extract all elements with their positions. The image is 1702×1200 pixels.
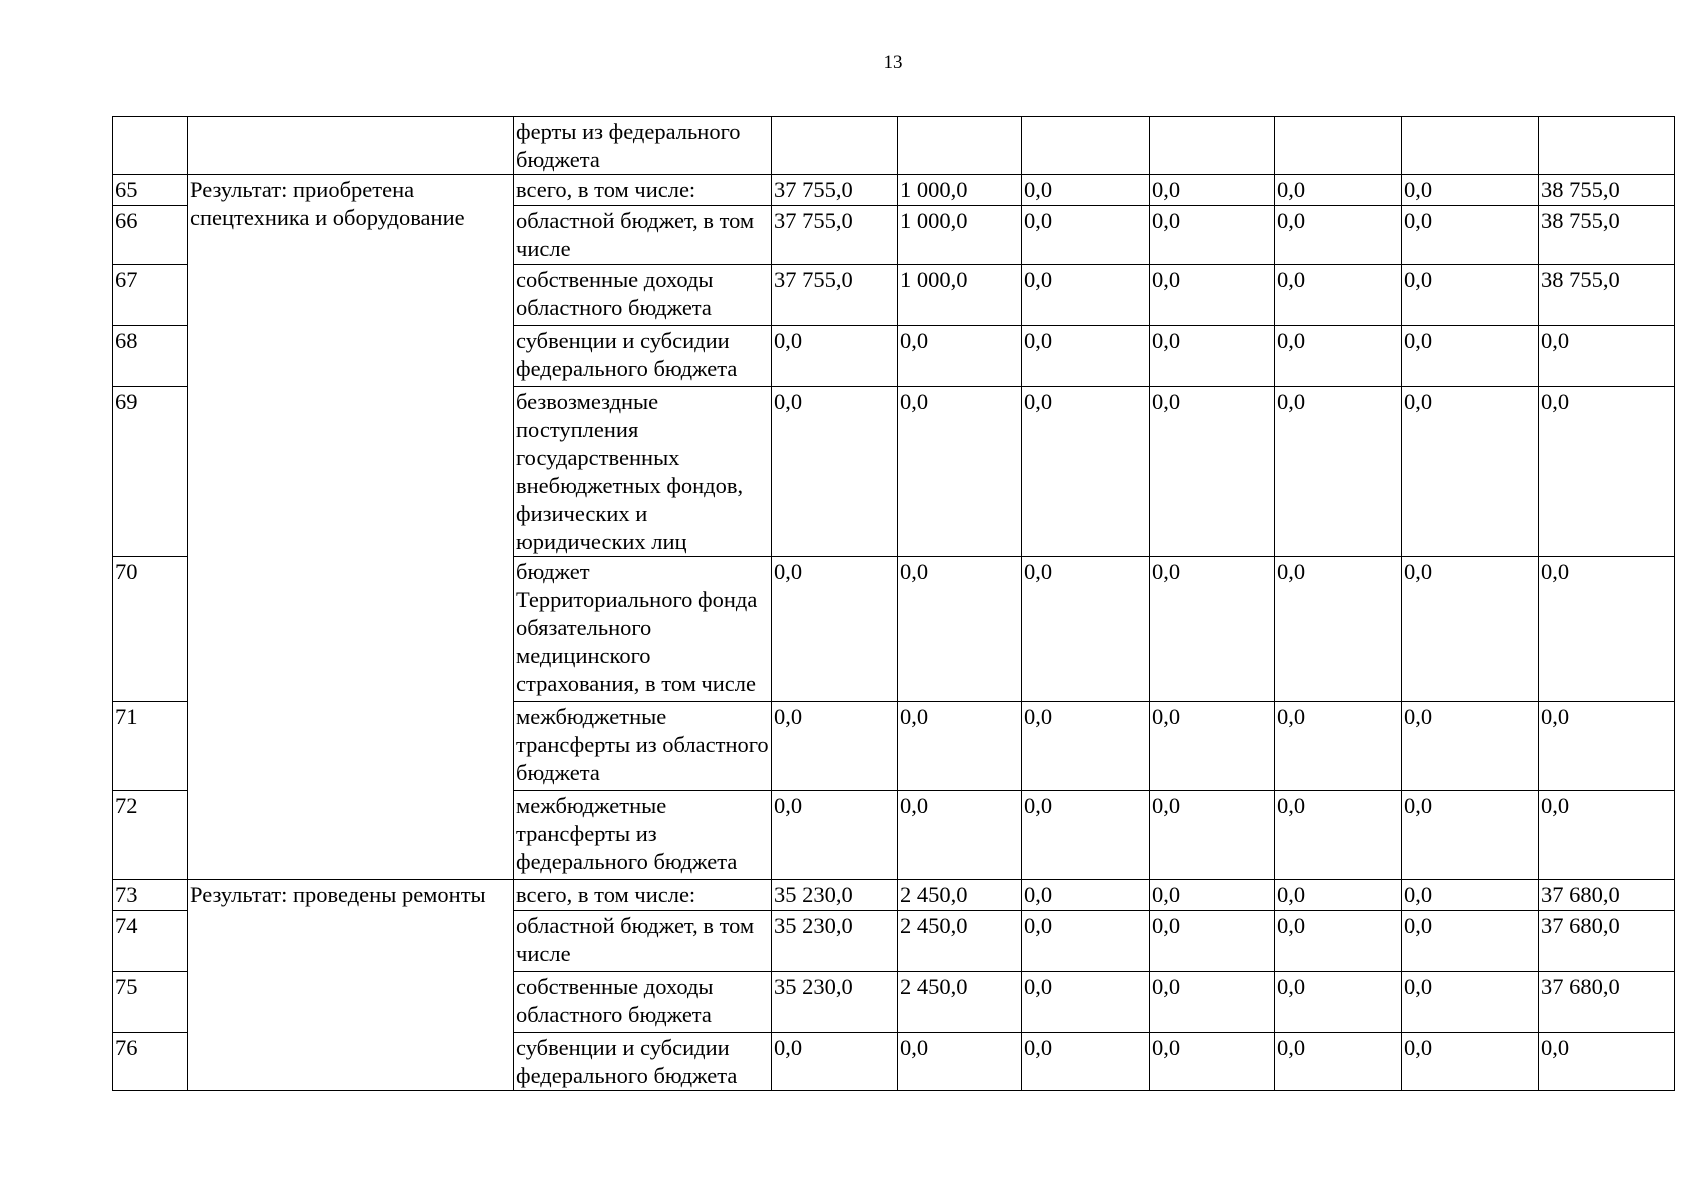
value-cell: 0,0 [1150,911,1275,972]
value-cell: 0,0 [1022,791,1150,880]
value-cell: 0,0 [772,326,898,387]
value-cell: 1 000,0 [898,265,1022,326]
row-number-cell: 74 [113,911,188,972]
table-row [113,175,1675,206]
value-cell: 0,0 [1402,387,1539,557]
value-cell: 0,0 [1275,557,1402,702]
value-cell: 38 755,0 [1539,265,1675,326]
value-cell: 0,0 [1402,557,1539,702]
value-cell: 37 680,0 [1539,972,1675,1033]
value-cell: 0,0 [1022,326,1150,387]
value-cell: 0,0 [898,702,1022,791]
value-cell: 38 755,0 [1539,175,1675,206]
value-cell [1022,117,1150,175]
page-number: 13 [883,52,903,73]
value-cell: 2 450,0 [898,972,1022,1033]
value-cell: 0,0 [1402,972,1539,1033]
value-cell: 0,0 [1022,175,1150,206]
value-cell: 0,0 [1275,387,1402,557]
table-row [113,880,1675,911]
funding-source-cell: ферты из федерального бюджета [514,117,772,175]
value-cell [898,117,1022,175]
value-cell: 0,0 [1022,387,1150,557]
value-cell: 0,0 [1402,265,1539,326]
value-cell: 0,0 [1022,557,1150,702]
value-cell: 0,0 [1275,206,1402,265]
row-number-cell: 72 [113,791,188,880]
value-cell: 0,0 [1150,791,1275,880]
value-cell: 0,0 [1402,791,1539,880]
funding-source-cell: областной бюджет, в том числе [514,911,772,972]
result-cell: Результат: приобретена спецтехника и оборудование [188,175,514,880]
value-cell: 0,0 [1539,387,1675,557]
value-cell: 0,0 [1150,387,1275,557]
row-number-cell: 68 [113,326,188,387]
value-cell: 0,0 [1022,702,1150,791]
row-number-cell: 66 [113,206,188,265]
value-cell: 37 755,0 [772,175,898,206]
value-cell: 0,0 [898,791,1022,880]
row-number-cell: 69 [113,387,188,557]
row-number-cell: 70 [113,557,188,702]
value-cell: 0,0 [1539,326,1675,387]
value-cell [1275,117,1402,175]
funding-source-cell: собственные доходы областного бюджета [514,265,772,326]
value-cell: 35 230,0 [772,911,898,972]
value-cell: 0,0 [1150,972,1275,1033]
value-cell: 0,0 [1402,175,1539,206]
value-cell: 0,0 [1022,972,1150,1033]
value-cell: 0,0 [1275,326,1402,387]
row-number-cell: 76 [113,1033,188,1091]
value-cell: 0,0 [1150,880,1275,911]
value-cell: 37 755,0 [772,206,898,265]
funding-source-cell: областной бюджет, в том числе [514,206,772,265]
value-cell: 0,0 [1275,265,1402,326]
value-cell: 0,0 [1402,702,1539,791]
value-cell: 0,0 [1150,702,1275,791]
value-cell: 1 000,0 [898,175,1022,206]
value-cell: 0,0 [1022,911,1150,972]
value-cell: 0,0 [772,387,898,557]
value-cell: 0,0 [1150,175,1275,206]
value-cell: 0,0 [1022,265,1150,326]
value-cell [1539,117,1675,175]
value-cell: 0,0 [1402,326,1539,387]
value-cell [1402,117,1539,175]
funding-source-cell: межбюджетные трансферты из областного бюджета [514,702,772,791]
row-number-cell: 67 [113,265,188,326]
value-cell: 37 755,0 [772,265,898,326]
value-cell: 0,0 [1275,972,1402,1033]
value-cell: 0,0 [898,1033,1022,1091]
value-cell: 0,0 [1150,206,1275,265]
value-cell: 37 680,0 [1539,911,1675,972]
value-cell: 0,0 [772,557,898,702]
funding-source-cell: всего, в том числе: [514,175,772,206]
funding-source-cell: собственные доходы областного бюджета [514,972,772,1033]
result-cell [188,117,514,175]
value-cell: 0,0 [1022,206,1150,265]
value-cell: 35 230,0 [772,972,898,1033]
funding-source-cell: субвенции и субсидии федерального бюджета [514,1033,772,1091]
value-cell: 0,0 [772,1033,898,1091]
value-cell: 0,0 [1275,702,1402,791]
value-cell [1150,117,1275,175]
value-cell: 0,0 [1275,911,1402,972]
result-cell: Результат: проведены ремонты [188,880,514,1091]
funding-source-cell: безвозмездные поступления государственных внебюджетных фондов, физических и юридических лиц [514,387,772,557]
value-cell: 1 000,0 [898,206,1022,265]
row-number-cell: 71 [113,702,188,791]
value-cell: 0,0 [1150,1033,1275,1091]
value-cell: 0,0 [1022,1033,1150,1091]
value-cell: 0,0 [1150,265,1275,326]
value-cell: 0,0 [1150,326,1275,387]
row-number-cell: 75 [113,972,188,1033]
value-cell: 0,0 [898,387,1022,557]
value-cell: 38 755,0 [1539,206,1675,265]
funding-source-cell: субвенции и субсидии федерального бюджета [514,326,772,387]
row-number-cell [113,117,188,175]
row-number-cell: 73 [113,880,188,911]
value-cell: 0,0 [1275,791,1402,880]
value-cell [772,117,898,175]
row-number-cell: 65 [113,175,188,206]
value-cell: 0,0 [1539,702,1675,791]
value-cell: 0,0 [1022,880,1150,911]
value-cell: 0,0 [1539,1033,1675,1091]
value-cell: 0,0 [1402,911,1539,972]
table-row [113,117,1675,175]
value-cell: 0,0 [772,791,898,880]
value-cell: 0,0 [1402,880,1539,911]
value-cell: 0,0 [898,326,1022,387]
value-cell: 37 680,0 [1539,880,1675,911]
value-cell: 0,0 [1150,557,1275,702]
funding-source-cell: межбюджетные трансферты из федерального бюджета [514,791,772,880]
budget-table [112,116,1675,1091]
value-cell: 0,0 [1402,1033,1539,1091]
value-cell: 2 450,0 [898,911,1022,972]
value-cell: 2 450,0 [898,880,1022,911]
value-cell: 0,0 [1275,880,1402,911]
value-cell: 0,0 [1539,791,1675,880]
value-cell: 0,0 [1275,175,1402,206]
value-cell: 0,0 [898,557,1022,702]
value-cell: 0,0 [1402,206,1539,265]
funding-source-cell: бюджет Территориального фонда обязательного медицинского страхования, в том числе [514,557,772,702]
value-cell: 35 230,0 [772,880,898,911]
value-cell: 0,0 [772,702,898,791]
value-cell: 0,0 [1539,557,1675,702]
value-cell: 0,0 [1275,1033,1402,1091]
funding-source-cell: всего, в том числе: [514,880,772,911]
